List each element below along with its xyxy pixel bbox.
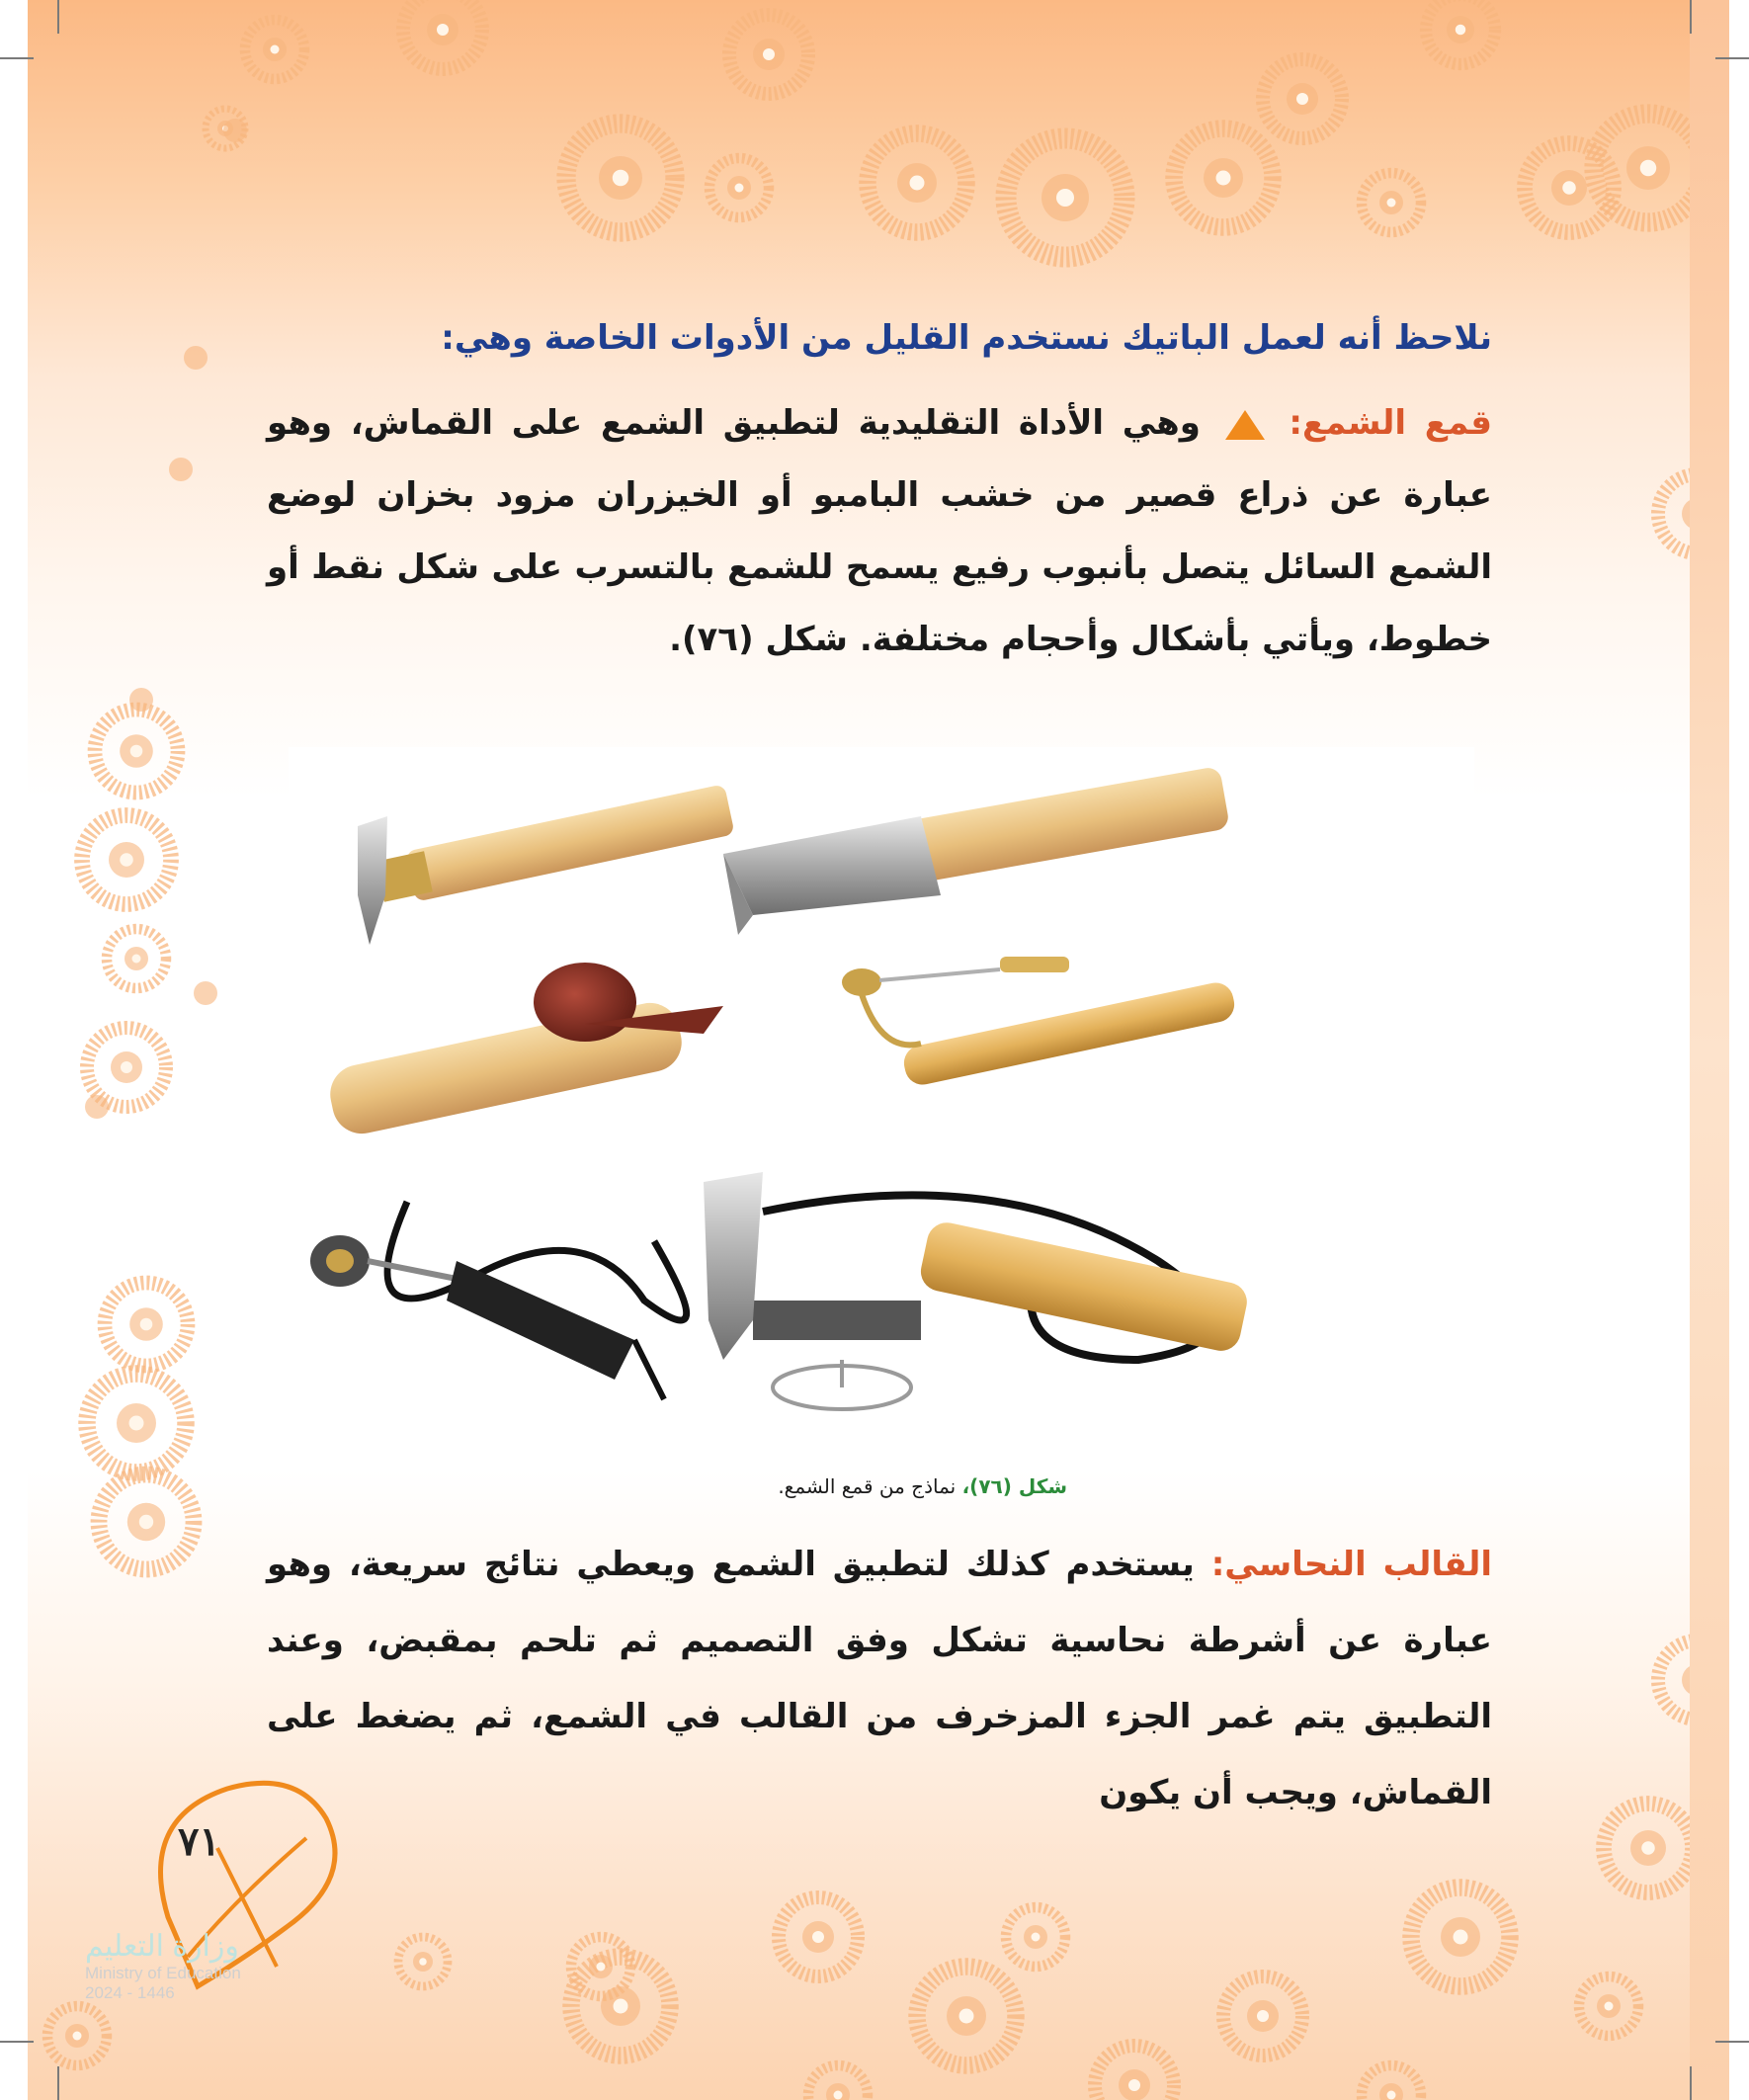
flower-ornament bbox=[1095, 2046, 1174, 2100]
flower-ornament bbox=[107, 929, 166, 988]
flower-ornament bbox=[1362, 2065, 1421, 2100]
flower-ornament bbox=[87, 1374, 186, 1472]
wax-funnel-text: وهي الأداة التقليدية لتطبيق الشمع على القماش، وهو عبارة عن ذراع قصير من خشب البامبو أو الخيزران مزود بخزان لوضع الشمع السائل يتصل بأنبوب رفيع يسمح للشمع بالتسرب على شكل نقط أو خطوط، ويأتي بأشكال وأحجام مختلفة. شكل (٧٦). bbox=[267, 403, 1492, 659]
flower-ornament bbox=[1006, 138, 1124, 257]
copper-stamp-paragraph bbox=[267, 1527, 1492, 1831]
flower-ornament bbox=[99, 1474, 194, 1569]
dot-ornament bbox=[129, 688, 153, 712]
ministry-arabic: وزارة التعليم bbox=[85, 1930, 239, 1963]
crop-mark bbox=[1690, 2066, 1692, 2100]
ministry-english: Ministry of Education bbox=[85, 1964, 241, 1982]
flower-ornament bbox=[1604, 1804, 1690, 1892]
tjanting-tool-3 bbox=[325, 963, 723, 1139]
dot-ornament bbox=[169, 458, 193, 481]
flower-ornament bbox=[808, 2065, 868, 2100]
flower-ornament bbox=[868, 133, 966, 232]
flower-ornament bbox=[95, 710, 178, 793]
flower-ornament bbox=[245, 20, 304, 79]
tools-illustration bbox=[289, 747, 1474, 1419]
electric-tjanting-1 bbox=[310, 1202, 687, 1399]
flower-ornament bbox=[917, 1967, 1016, 2065]
triangle-icon bbox=[1225, 410, 1265, 440]
flower-ornament bbox=[566, 124, 675, 232]
flower-ornament bbox=[1426, 0, 1495, 64]
electric-tjanting-2 bbox=[704, 1172, 1251, 1409]
figure-caption bbox=[778, 1474, 1067, 1498]
dot-ornament bbox=[184, 346, 208, 370]
flower-ornament bbox=[403, 0, 482, 69]
dot-ornament bbox=[223, 119, 247, 142]
flower-ornament bbox=[398, 1937, 448, 1986]
flower-ornament bbox=[87, 1028, 166, 1107]
tjanting-tool-1 bbox=[358, 784, 735, 945]
flower-ornament bbox=[1579, 1976, 1638, 2036]
crop-mark bbox=[0, 2041, 34, 2043]
flower-ornament bbox=[729, 15, 808, 94]
side-strip bbox=[1690, 0, 1729, 2100]
crop-mark bbox=[57, 0, 59, 34]
flower-ornament bbox=[1223, 1976, 1302, 2056]
flower-ornament bbox=[105, 1283, 188, 1366]
flower-ornament bbox=[1362, 173, 1421, 232]
wax-funnel-term: قمع الشمع: bbox=[1289, 403, 1492, 443]
flower-ornament bbox=[1263, 59, 1342, 138]
tjanting-tool-4 bbox=[842, 957, 1237, 1088]
ministry-watermark bbox=[85, 1929, 381, 2003]
flower-ornament bbox=[1658, 1640, 1690, 1720]
crop-mark bbox=[0, 57, 34, 59]
flower-ornament bbox=[47, 2006, 107, 2065]
flower-ornament bbox=[709, 158, 769, 217]
page-number: ٧١ bbox=[178, 1818, 220, 1865]
figure-caption-text: نماذج من قمع الشمع. bbox=[778, 1474, 957, 1498]
crop-mark bbox=[1715, 57, 1749, 59]
tjanting-tools-figure bbox=[289, 747, 1474, 1419]
figure-label: شكل (٧٦)، bbox=[961, 1474, 1067, 1498]
intro-heading: نلاحظ أنه لعمل الباتيك نستخدم القليل من الأدوات الخاصة وهي: bbox=[441, 318, 1492, 358]
tjanting-tool-2 bbox=[723, 766, 1230, 935]
flower-ornament bbox=[1006, 1907, 1065, 1967]
flower-ornament bbox=[1174, 128, 1273, 227]
crop-mark bbox=[57, 2066, 59, 2100]
dot-ornament bbox=[194, 981, 217, 1005]
ministry-year: 2024 - 1446 bbox=[85, 1983, 175, 2002]
crop-mark bbox=[1690, 0, 1692, 34]
dot-ornament bbox=[85, 1095, 109, 1119]
flower-ornament bbox=[82, 815, 171, 904]
flower-ornament bbox=[1658, 474, 1690, 553]
wax-funnel-paragraph bbox=[267, 387, 1492, 676]
flower-ornament bbox=[1411, 1888, 1510, 1986]
crop-mark bbox=[1715, 2041, 1749, 2043]
flower-ornament bbox=[779, 1897, 858, 1976]
copper-stamp-text: يستخدم كذلك لتطبيق الشمع ويعطي نتائج سريعة، وهو عبارة عن أشرطة نحاسية تشكل وفق التصميم ثم تلحم بمقبض، وعند التطبيق يتم غمر الجزء المزخرف من القالب في الشمع، ثم يضغط على القماش، ويجب أن يكون bbox=[267, 1545, 1492, 1812]
flower-ornament bbox=[571, 1957, 670, 2056]
copper-stamp-term: القالب النحاسي: bbox=[1210, 1545, 1492, 1584]
